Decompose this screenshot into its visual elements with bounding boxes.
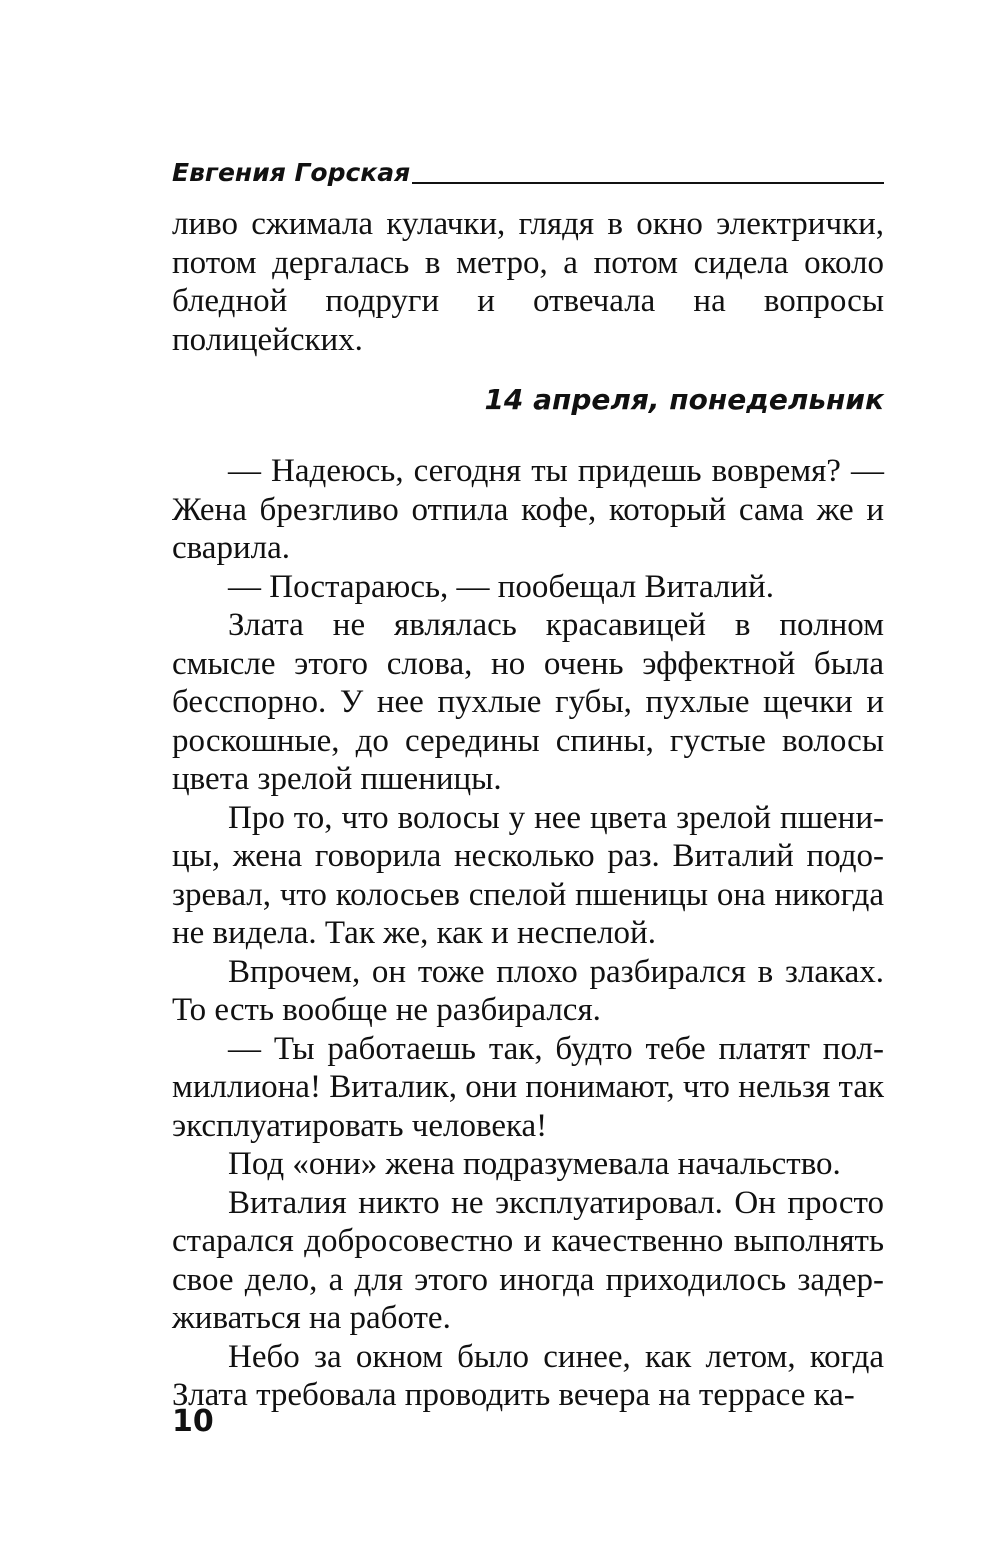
- paragraph: Злата не являлась красавицей в полном смысле этого слова, но очень эффектной была бесспорно. У нее пухлые губы, пухлые щечки и роскошные, до середины спины, густые волосы цвета зрелой пшеницы.: [172, 607, 884, 797]
- paragraph-continuation: ливо сжимала кулачки, глядя в окно электрички, потом дергалась в метро, а потом сидела около бледной подруги и отвечала на вопросы полицейских.: [172, 206, 884, 358]
- running-head-author: Евгения Горская: [172, 158, 411, 187]
- paragraph: — Ты работаешь так, будто тебе платят полмиллиона! Виталик, они понимают, что нельзя так эксплуатировать человека!: [172, 1030, 884, 1144]
- paragraph: — Надеюсь, сегодня ты придешь вовремя? — Жена брезгливо отпила кофе, который сама же и сварила.: [172, 453, 884, 566]
- running-head: [172, 158, 884, 188]
- paragraph: Виталия никто не эксплуатировал. Он просто старался добросовестно и качественно выполнять свое дело, а для этого иногда приходилось задерживаться на работе.: [172, 1184, 884, 1336]
- running-head-rule: [412, 182, 884, 184]
- paragraph: Впрочем, он тоже плохо разбирался в злаках. То есть вообще не разбирался.: [172, 953, 884, 1028]
- paragraph: Про то, что волосы у нее цвета зрелой пшеницы, жена говорила несколько раз. Виталий подозревал, что колосьев спелой пшеницы она никогда не видела. Так же, как и неспелой.: [172, 799, 884, 951]
- paragraph: Под «они» жена подразумевала начальство.: [228, 1146, 841, 1182]
- paragraph: Небо за окном было синее, как летом, когда Злата требовала проводить вечера на террасе ка-: [172, 1338, 884, 1413]
- continuation-text: [172, 205, 884, 359]
- body-text: [172, 452, 884, 1415]
- page-number: 10: [172, 1404, 214, 1439]
- paragraph: — Постараюсь, — пообещал Виталий.: [228, 568, 774, 605]
- chapter-date-heading: 14 апреля, понедельник: [484, 383, 884, 416]
